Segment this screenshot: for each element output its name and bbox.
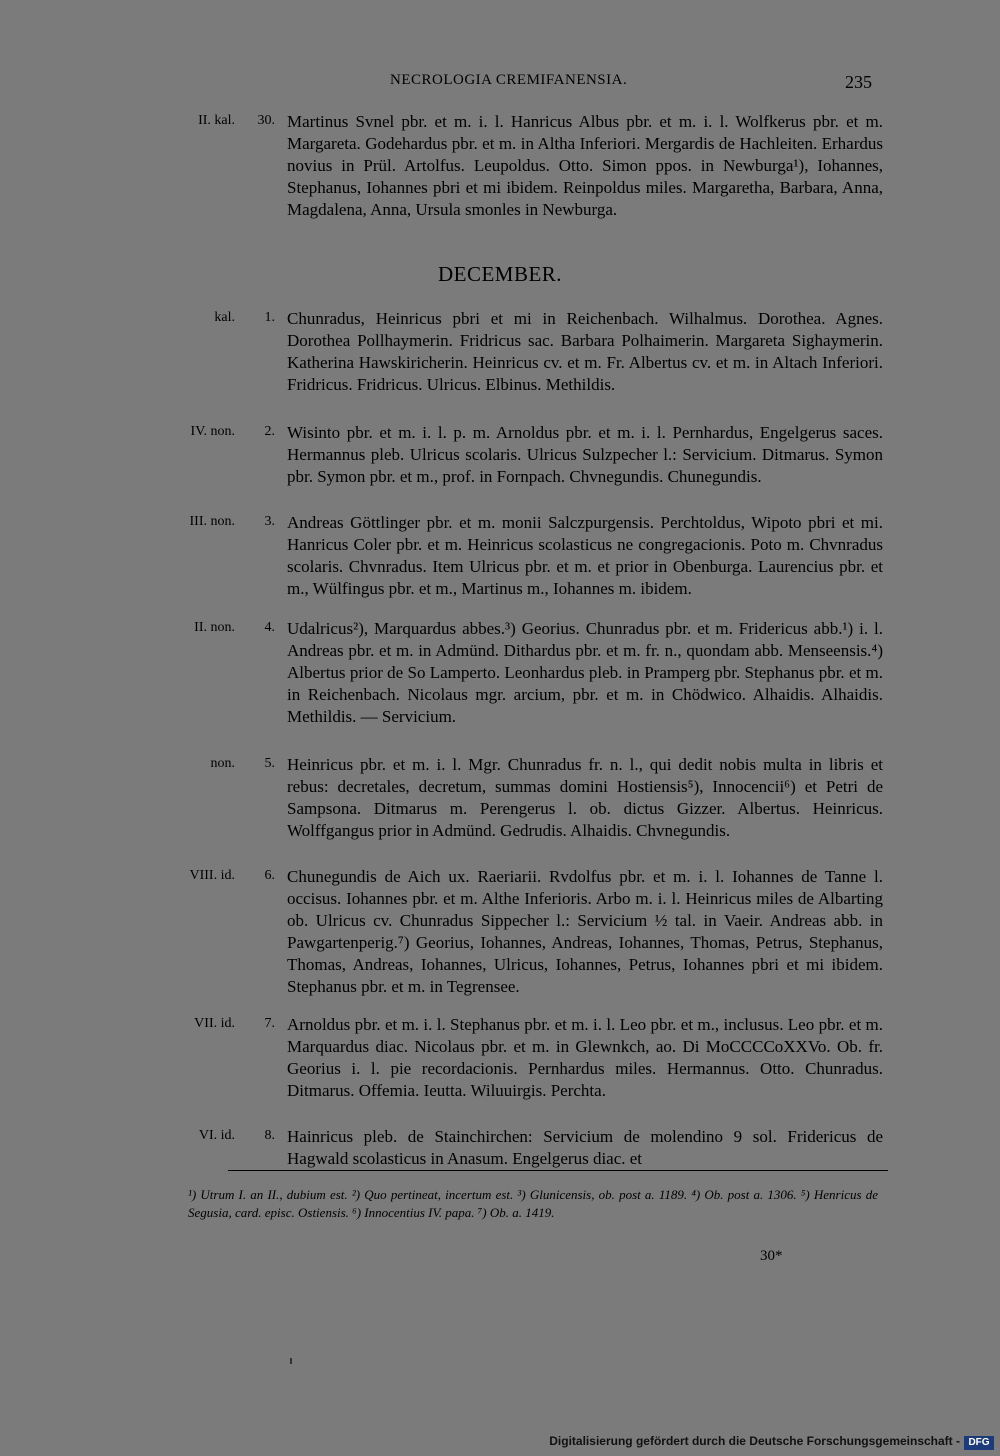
entry-date: kal. [214, 310, 235, 325]
footnotes: ¹) Utrum I. an II., dubium est. ²) Quo pertineat, incertum est. ³) Glunicensis, ob. post a. 1189. ⁴) Ob. post a. 1306. ⁵) Henricus de Segusia, card. episc. Ostiensis. ⁶) Innocentius IV. papa. ⁷) Ob. a. 1419. [188, 1187, 878, 1220]
entry-date: VII. id. [194, 1016, 235, 1031]
footnote-divider [228, 1170, 888, 1171]
entry-day: 6. [264, 868, 275, 883]
entry-text: Heinricus pbr. et m. i. l. Mgr. Chunradus fr. n. l., qui dedit nobis multa in libris et rebus: decretales, decretum, summas domini Hostiensis⁵), Innocencii⁶) et Petri de Sampsona. Ditmarus m. Perengerus l. ob. dictus Gizzer. Albertus. Heinricus. Wolffgangus prior in Admünd. Gedrudis. Alhaidis. Chvnegundis. [287, 755, 883, 840]
entry-text: Martinus Svnel pbr. et m. i. l. Hanricus Albus pbr. et m. i. l. Wolfkerus pbr. et m. Margareta. Godehardus pbr. et m. in Altha Inferiori. Mergardis de Hachleiten. Erhardus novius in Prül. Artolfus. Leupoldus. Otto. Simon ppos. in Newburga¹), Iohannes, Stephanus, Iohannes pbri et mi ibidem. Reinpoldus miles. Margaretha, Barbara, Anna, Magdalena, Anna, Ursula smonles in Newburga. [287, 112, 883, 219]
digitization-credit: Digitalisierung gefördert durch die Deutsche Forschungsgemeinschaft - [549, 1434, 960, 1448]
month-heading: DECEMBER. [437, 262, 563, 286]
entry-text: Udalricus²), Marquardus abbes.³) Georius. Chunradus pbr. et m. Fridericus abb.¹) i. l. Andreas pbr. et m. in Admünd. Dithardus pbr. et m. fr. n., quondam abb. Menseensis.⁴) Albertus prior de So Lamperto. Leonhardus pleb. in Pramperg pbr. Stephanus pbr. et m. in Reichenbach. Nicolaus mgr. arcium, pbr. et m. in Chödwico. Alhaidis. Alhaidis. Methildis. — Servicium. [287, 619, 883, 726]
entry-text: Chunradus, Heinricus pbri et mi in Reichenbach. Wilhalmus. Dorothea. Agnes. Dorothea Pollhaymerin. Fridricus sac. Barbara Polhaimerin. Margareta Sighaymerin. Katherina Hawskiricherin. Heinricus cv. et m. Fr. Albertus cv. et m. in Altach Inferiori. Fridricus. Fridricus. Ulricus. Elbinus. Methildis. [287, 309, 883, 394]
entry-date: VI. id. [198, 1128, 235, 1143]
entry-date: II. kal. [198, 113, 235, 128]
entry-text: Hainricus pleb. de Stainchirchen: Servicium de molendino 9 sol. Fridericus de Hagwald scolasticus in Anasum. Engelgerus diac. et [287, 1127, 883, 1168]
running-title: NECROLOGIA CREMIFANENSIA. [390, 72, 628, 88]
scan-artifact [290, 1358, 292, 1364]
entry-day: 30. [257, 113, 275, 128]
page-number: 235 [845, 72, 872, 92]
entry-day: 1. [264, 310, 275, 325]
entry-text: Andreas Göttlinger pbr. et m. monii Salczpurgensis. Perchtoldus, Wipoto pbri et mi. Hanricus Coler pbr. et m. Heinricus scolasticus ne congregacionis. Poto m. Chvnradus scolaris. Chvnradus. Item Ulricus pbr. et m. et prior in Obenburga. Laurencius pbr. et m., Wülfingus pbr. et m., Martinus m., Iohannes m. ibidem. [287, 513, 883, 598]
dfg-logo: DFG [964, 1436, 994, 1450]
entry-day: 4. [264, 620, 275, 635]
entry-date: IV. non. [190, 424, 235, 439]
entry-date: non. [210, 756, 235, 771]
entry-day: 7. [264, 1016, 275, 1031]
entry-day: 2. [264, 424, 275, 439]
entry-date: II. non. [194, 620, 235, 635]
entry-text: Wisinto pbr. et m. i. l. p. m. Arnoldus pbr. et m. i. l. Pernhardus, Engelgerus saces. Hermannus pleb. Ulricus scolaris. Ulricus Sulzpecher l.: Servicium. Ditmarus. Symon pbr. Symon pbr. et m., prof. in Fornpach. Chvnegundis. Chunegundis. [287, 423, 883, 486]
signature-mark: 30* [760, 1248, 783, 1264]
entry-text: Arnoldus pbr. et m. i. l. Stephanus pbr. et m. i. l. Leo pbr. et m., inclusus. Leo pbr. et m. Marquardus diac. Nicolaus pbr. et m. in Glewnkch, ao. Di MoCCCCoXXVo. Ob. fr. Georius i. l. pie recordacionis. Pernhardus miles. Hermannus. Otto. Chunradus. Ditmarus. Offemia. Ieutta. Wiluuirgis. Perchta. [287, 1015, 883, 1100]
entry-day: 3. [264, 514, 275, 529]
entry-day: 5. [264, 756, 275, 771]
entry-date: III. non. [189, 514, 235, 529]
entry-day: 8. [264, 1128, 275, 1143]
entry-date: VIII. id. [189, 868, 235, 883]
entry-text: Chunegundis de Aich ux. Raeriarii. Rvdolfus pbr. et m. i. l. Iohannes de Tanne l. occisus. Iohannes pbr. et m. Althe Inferioris. Arbo m. i. l. Heinricus miles de Albarting ob. Ulricus cv. Chunradus Sippecher l.: Servicium ½ tal. in Vaeir. Andreas abb. in Pawgartenperig.⁷) Georius, Iohannes, Andreas, Iohannes, Thomas, Petrus, Stephanus, Thomas, Andreas, Iohannes, Ulricus, Iohannes, Petrus, Iohannes pbri et mi ibidem. Stephanus pbr. et m. in Tegrensee. [287, 867, 883, 996]
footer-bar [0, 1426, 1000, 1456]
